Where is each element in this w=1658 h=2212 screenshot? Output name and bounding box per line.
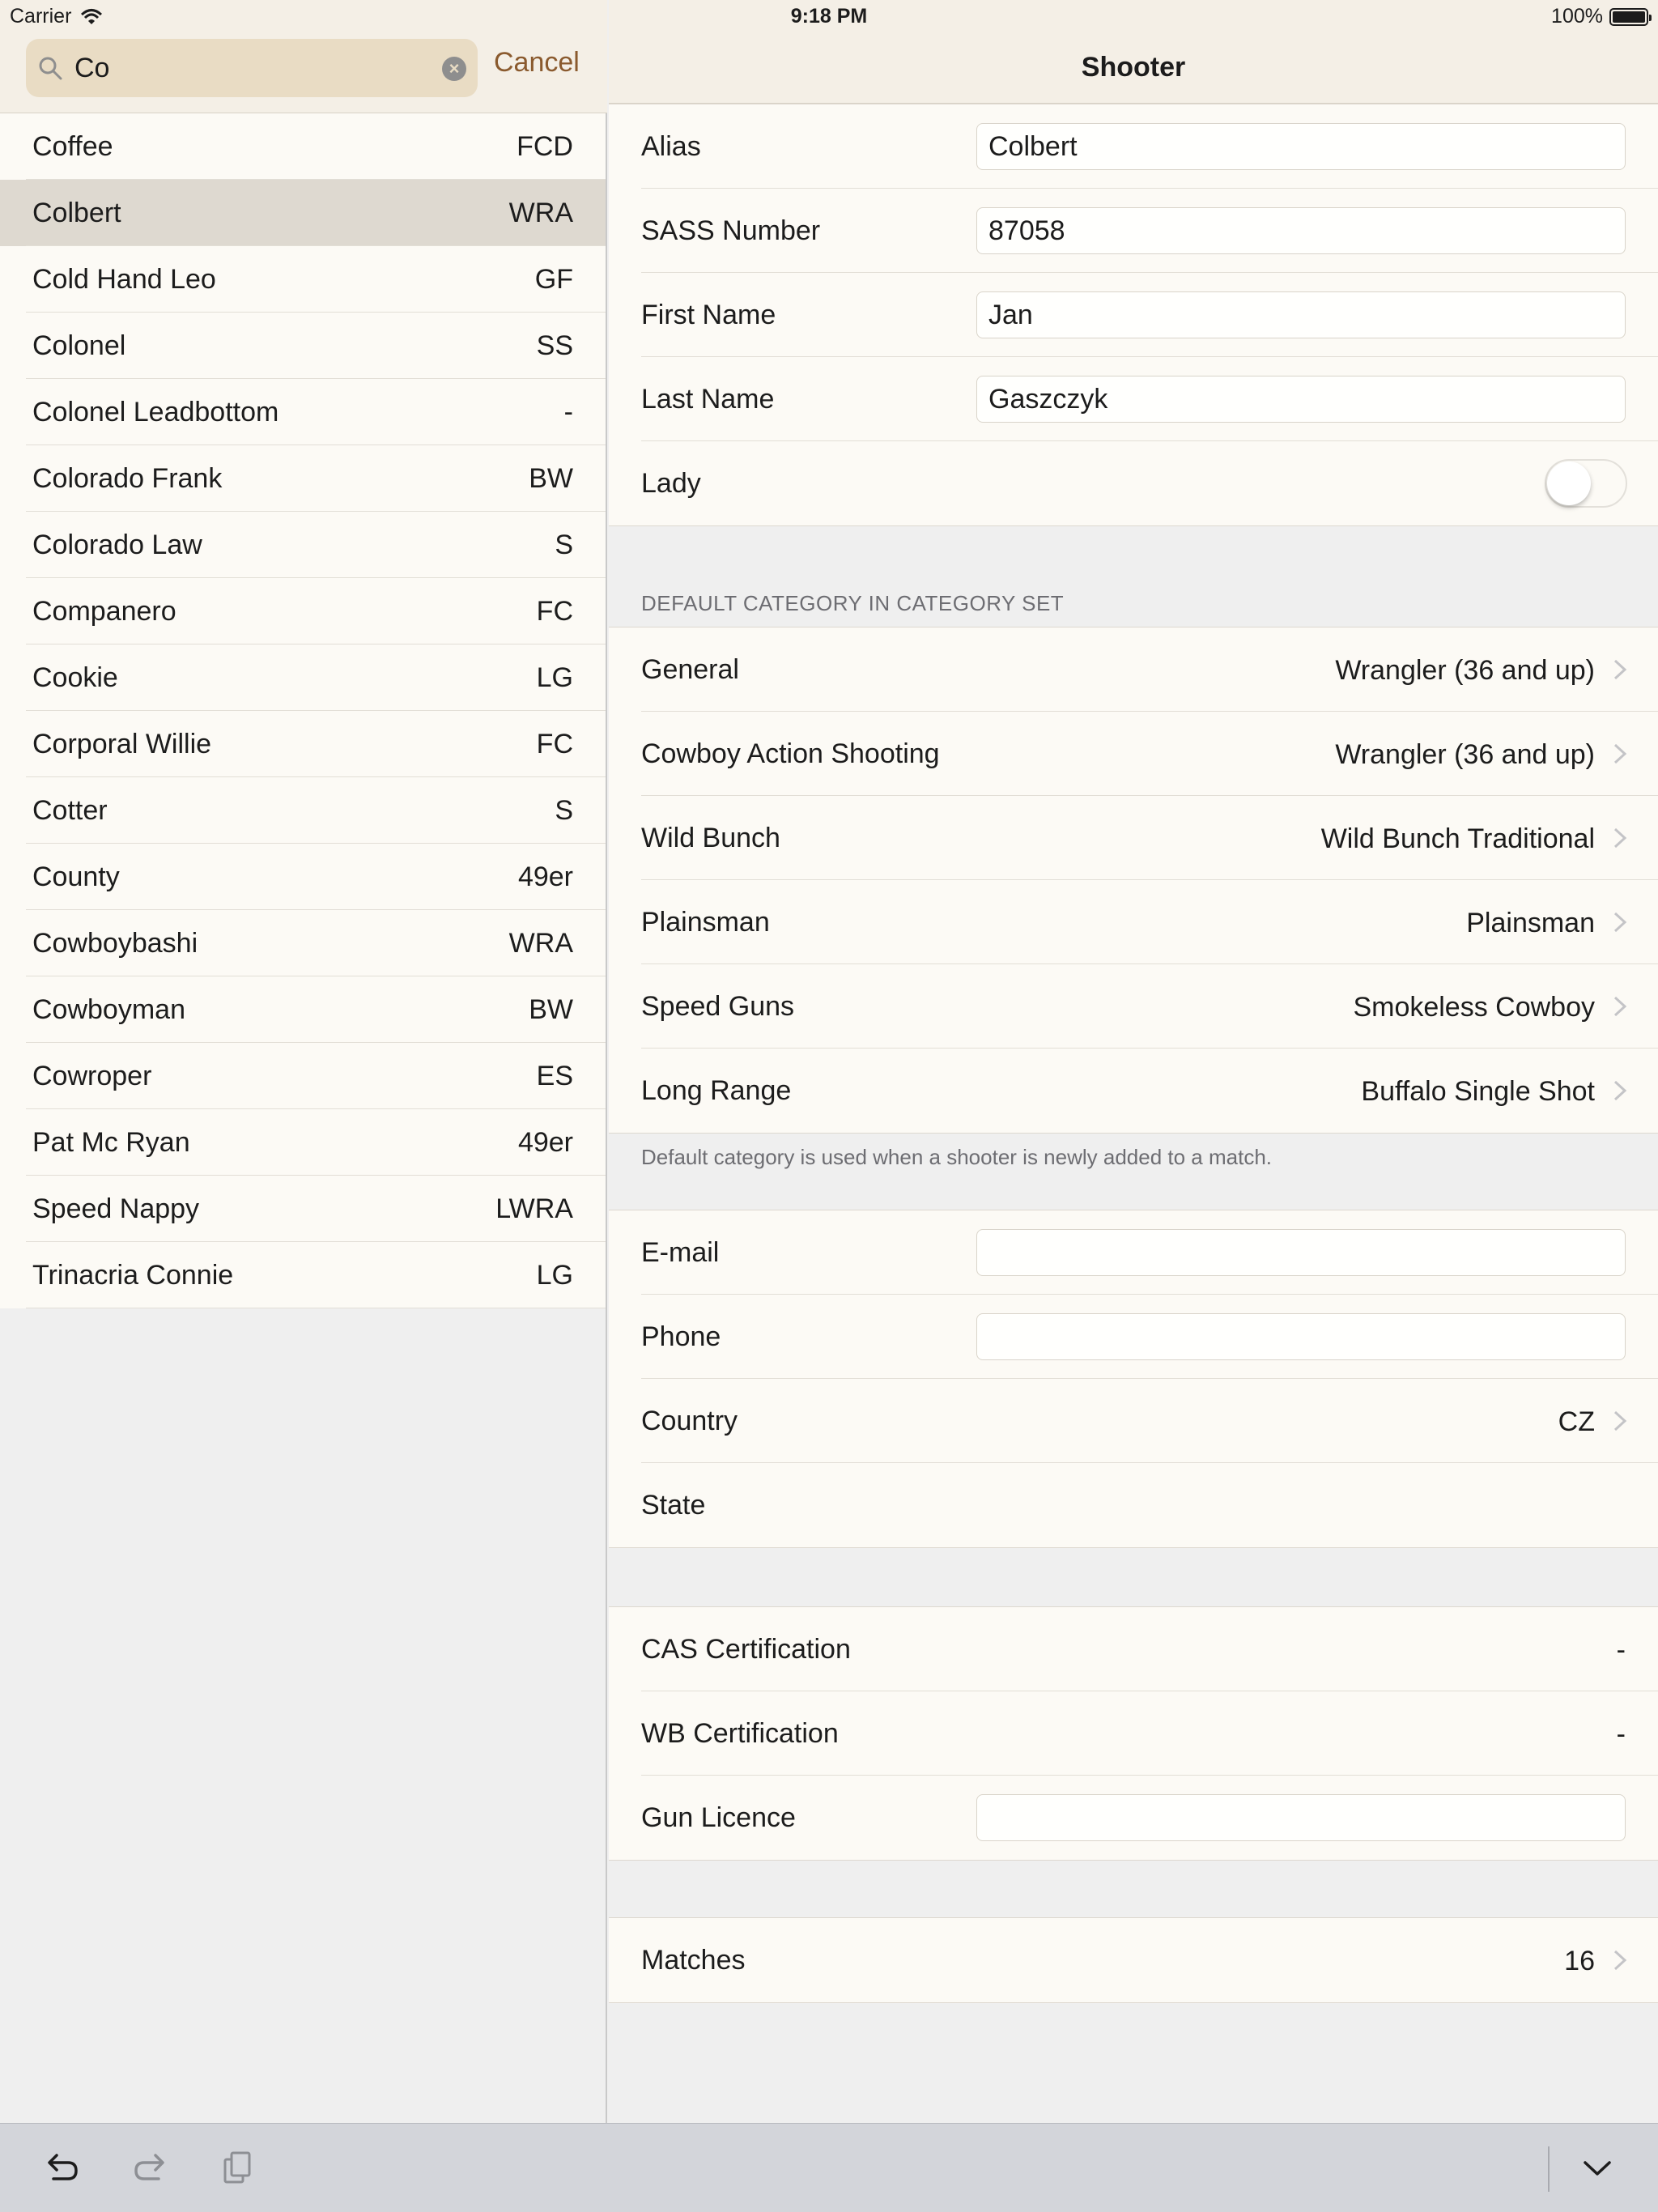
shooter-category-code: BW xyxy=(529,462,573,494)
list-item[interactable] xyxy=(0,578,606,644)
shooter-category-code: S xyxy=(555,529,573,560)
shooter-name: Cowboyman xyxy=(32,993,185,1025)
sass-number-row xyxy=(609,189,1658,273)
shooter-name: Cold Hand Leo xyxy=(32,263,216,295)
shooter-name: Cookie xyxy=(32,661,118,693)
sass-number-label: SASS Number xyxy=(641,215,821,246)
chevron-right-icon xyxy=(1613,995,1627,1018)
category-value: Buffalo Single Shot xyxy=(1361,1076,1595,1107)
category-row[interactable] xyxy=(609,1049,1658,1133)
list-item[interactable] xyxy=(0,445,606,512)
battery-percent: 100% xyxy=(1551,5,1603,28)
alias-row xyxy=(609,104,1658,189)
country-value: CZ xyxy=(1558,1406,1595,1437)
contact-section xyxy=(609,1210,1658,1548)
list-item[interactable] xyxy=(0,711,606,777)
email-row xyxy=(609,1210,1658,1295)
wb-certification-label: WB Certification xyxy=(641,1717,839,1749)
list-item[interactable] xyxy=(0,976,606,1043)
state-row[interactable] xyxy=(609,1463,1658,1547)
phone-label: Phone xyxy=(641,1321,721,1352)
matches-value: 16 xyxy=(1564,1946,1595,1976)
shooter-name: Cotter xyxy=(32,794,108,826)
category-set-label: General xyxy=(641,653,739,685)
list-item[interactable] xyxy=(0,1176,606,1242)
shooter-category-code: ES xyxy=(536,1060,573,1091)
certification-section xyxy=(609,1606,1658,1861)
email-field[interactable] xyxy=(976,1229,1626,1276)
shooter-name: Coffee xyxy=(32,130,113,162)
list-item[interactable] xyxy=(0,910,606,976)
shooter-name: Colonel Leadbottom xyxy=(32,396,279,428)
category-value: Wrangler (36 and up) xyxy=(1335,739,1595,770)
matches-label: Matches xyxy=(641,1944,746,1976)
wifi-icon xyxy=(79,8,104,26)
category-set-label: Speed Guns xyxy=(641,990,795,1022)
list-item[interactable] xyxy=(0,1043,606,1109)
page-title: Shooter xyxy=(1081,52,1186,83)
list-item[interactable] xyxy=(0,777,606,844)
shooter-name: Colonel xyxy=(32,330,126,361)
phone-field[interactable] xyxy=(976,1313,1626,1360)
alias-field[interactable] xyxy=(976,123,1626,170)
category-value: Plainsman xyxy=(1466,908,1595,938)
chevron-right-icon xyxy=(1613,1079,1627,1102)
gun-licence-label: Gun Licence xyxy=(641,1802,796,1833)
state-label: State xyxy=(641,1489,706,1521)
wb-certification-value: - xyxy=(1616,1719,1626,1750)
chevron-down-icon[interactable] xyxy=(1577,2148,1618,2189)
lady-label: Lady xyxy=(641,467,701,499)
shooter-name: Companero xyxy=(32,595,176,627)
last-name-field[interactable] xyxy=(976,376,1626,423)
chevron-right-icon xyxy=(1613,911,1627,934)
shooter-list xyxy=(0,113,606,1308)
last-name-label: Last Name xyxy=(641,383,775,415)
list-item[interactable] xyxy=(0,379,606,445)
redo-icon[interactable] xyxy=(130,2148,170,2189)
category-row[interactable] xyxy=(609,880,1658,964)
category-row[interactable] xyxy=(609,796,1658,880)
gun-licence-field[interactable] xyxy=(976,1794,1626,1841)
country-label: Country xyxy=(641,1405,738,1436)
category-value: Wrangler (36 and up) xyxy=(1335,655,1595,686)
paste-icon[interactable] xyxy=(217,2148,257,2189)
search-bar[interactable] xyxy=(26,39,478,97)
toggle-knob xyxy=(1547,462,1591,505)
shooter-name: Colorado Frank xyxy=(32,462,223,494)
shooter-category-code: FCD xyxy=(517,130,573,162)
shooter-name: Pat Mc Ryan xyxy=(32,1126,190,1158)
matches-row[interactable] xyxy=(609,1918,1658,2002)
carrier-label: Carrier xyxy=(10,5,72,28)
shooter-category-code: BW xyxy=(529,993,573,1025)
shooter-name: Corporal Willie xyxy=(32,728,212,759)
status-bar xyxy=(0,0,1658,32)
shooter-category-code: LG xyxy=(536,661,573,693)
undo-icon[interactable] xyxy=(42,2148,83,2189)
cas-certification-value: - xyxy=(1616,1635,1626,1665)
shooter-category-code: - xyxy=(563,396,573,428)
toolbar-separator xyxy=(1548,2146,1550,2192)
gun-licence-row xyxy=(609,1776,1658,1860)
shooter-name: Colorado Law xyxy=(32,529,202,560)
category-section-footer: Default category is used when a shooter is newly added to a match. xyxy=(641,1145,1272,1169)
shooter-category-code: WRA xyxy=(508,927,573,959)
shooter-category-code: FC xyxy=(536,595,573,627)
status-time: 9:18 PM xyxy=(790,5,868,28)
phone-row xyxy=(609,1295,1658,1379)
shooter-category-code: LG xyxy=(536,1259,573,1291)
clear-icon[interactable]: × xyxy=(442,57,466,81)
list-item[interactable] xyxy=(0,313,606,379)
category-value: Wild Bunch Traditional xyxy=(1320,823,1595,854)
shooter-category-code: FC xyxy=(536,728,573,759)
first-name-row xyxy=(609,273,1658,357)
status-left xyxy=(10,5,104,28)
chevron-right-icon xyxy=(1613,1410,1627,1432)
last-name-row xyxy=(609,357,1658,441)
shooter-name: County xyxy=(32,861,120,892)
identity-section xyxy=(609,104,1658,526)
chevron-right-icon xyxy=(1613,658,1627,681)
search-input[interactable] xyxy=(74,47,447,89)
shortcut-toolbar xyxy=(0,2123,1658,2212)
list-item[interactable] xyxy=(0,1109,606,1176)
shooter-name: Colbert xyxy=(32,197,121,228)
category-row[interactable] xyxy=(609,712,1658,796)
list-item[interactable] xyxy=(0,1242,606,1308)
shooter-category-code: WRA xyxy=(508,197,573,228)
list-item[interactable] xyxy=(0,644,606,711)
chevron-right-icon xyxy=(1613,1949,1627,1972)
magnifier-icon xyxy=(37,55,63,81)
list-item[interactable] xyxy=(0,512,606,578)
shooter-name: Cowboybashi xyxy=(32,927,198,959)
status-right xyxy=(1551,5,1648,28)
category-row[interactable] xyxy=(609,627,1658,712)
email-label: E-mail xyxy=(641,1236,720,1268)
shooter-name: Cowroper xyxy=(32,1060,152,1091)
list-item[interactable] xyxy=(0,113,606,180)
shooter-category-code: SS xyxy=(536,330,573,361)
matches-section xyxy=(609,1917,1658,2003)
list-item[interactable] xyxy=(0,180,606,246)
first-name-label: First Name xyxy=(641,299,776,330)
shooter-category-code: LWRA xyxy=(495,1193,573,1224)
battery-icon xyxy=(1609,8,1648,26)
country-row[interactable] xyxy=(609,1379,1658,1463)
category-value: Smokeless Cowboy xyxy=(1353,992,1595,1023)
shooter-name: Trinacria Connie xyxy=(32,1259,234,1291)
cas-certification-row xyxy=(609,1607,1658,1691)
first-name-field[interactable] xyxy=(976,291,1626,338)
sass-number-field[interactable] xyxy=(976,207,1626,254)
cas-certification-label: CAS Certification xyxy=(641,1633,851,1665)
master-pane xyxy=(0,0,607,2123)
lady-toggle[interactable] xyxy=(1545,459,1627,508)
list-item[interactable] xyxy=(0,844,606,910)
shooter-category-code: 49er xyxy=(517,1126,573,1158)
shooter-category-code: 49er xyxy=(517,861,573,892)
category-section-header: DEFAULT CATEGORY IN CATEGORY SET xyxy=(641,591,1065,615)
shooter-category-code: GF xyxy=(534,263,573,295)
category-section xyxy=(609,627,1658,1134)
wb-certification-row xyxy=(609,1691,1658,1776)
category-set-label: Plainsman xyxy=(641,906,770,938)
cancel-button[interactable]: Cancel xyxy=(494,47,580,78)
category-set-label: Cowboy Action Shooting xyxy=(641,738,940,769)
chevron-right-icon xyxy=(1613,827,1627,849)
lady-row xyxy=(609,441,1658,525)
category-set-label: Long Range xyxy=(641,1074,792,1106)
detail-pane xyxy=(609,0,1658,2123)
shooter-category-code: S xyxy=(555,794,573,826)
battery-fill xyxy=(1613,11,1645,23)
category-set-label: Wild Bunch xyxy=(641,822,780,853)
chevron-right-icon xyxy=(1613,742,1627,765)
alias-label: Alias xyxy=(641,130,701,162)
shooter-name: Speed Nappy xyxy=(32,1193,200,1224)
list-item[interactable] xyxy=(0,246,606,313)
category-row[interactable] xyxy=(609,964,1658,1049)
